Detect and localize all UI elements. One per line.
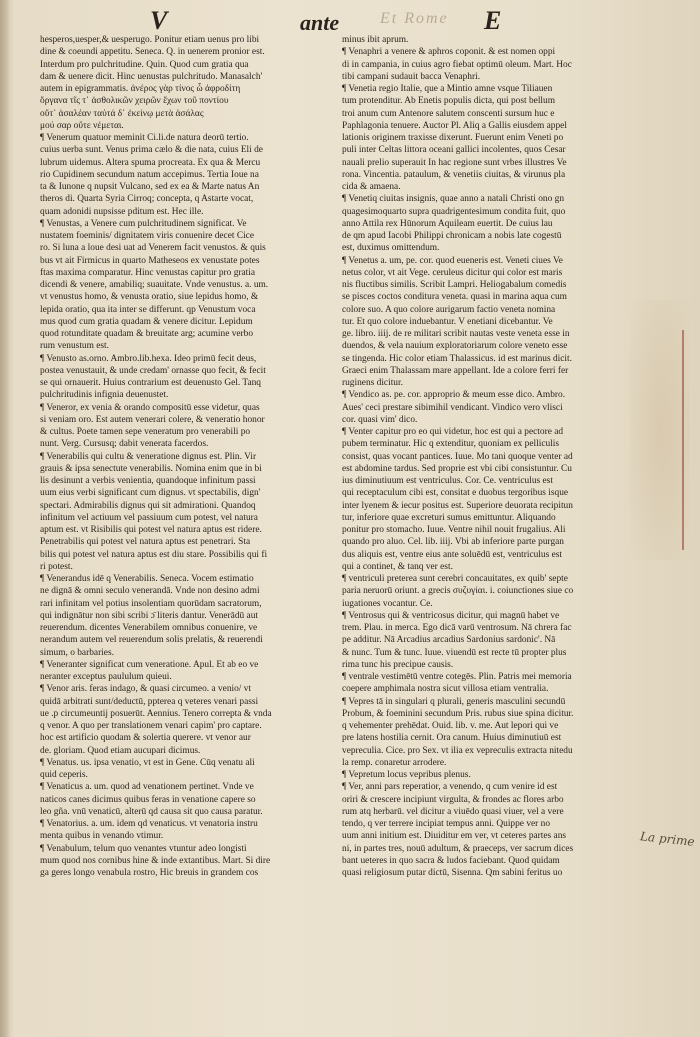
- text-line: troi anum cum Antenore salutem conscenti sursum huc e: [342, 108, 555, 119]
- text-line: ta & Iunone q nupsit Vulcano, sed ex ea & Marte natus An: [40, 182, 260, 192]
- text-line: mus quod cum gratia quadam & venere dicitur. Lepidum: [40, 316, 253, 327]
- text-line: paria neruorū oriunt. a grecis συζυγίαι. i. coiunctiones siue co: [342, 586, 574, 597]
- text-line: ponitur pro stomacho. Iuue. Ventre nihil nouit frugalius. Ali: [342, 525, 566, 535]
- text-line: Probum, & foeminini secundum Pris. rubus siue spina dicitur.: [342, 708, 574, 719]
- text-line: lepida oratio, qua ita inter se differunt. qp Venustum voca: [40, 304, 256, 315]
- text-line: q venor. A quo per translationem venari capim' pro captare.: [40, 721, 262, 731]
- text-line: rima tunc his precipue causis.: [342, 659, 454, 670]
- text-line: uum anni initium est. Diuiditur em ver, vt ceteres partes ans: [342, 831, 567, 842]
- text-line: ¶ Veneror, ex venia & orando compositū esse videtur, quas: [40, 402, 260, 413]
- margin-annotation: La prime: [639, 829, 696, 849]
- text-line: theros di. Quarta Syria Cirroq; concepta, q Astarte vocat,: [40, 194, 254, 205]
- text-line: Interdum pro pulchritudine. Quin. Quod cum gratia qua: [40, 59, 249, 70]
- text-line: iugationes vocantur. Ce.: [342, 598, 433, 609]
- text-line: ¶ Venerandus idē q Venerabilis. Seneca. Vocem estimatio: [40, 574, 254, 584]
- text-line: lis desinunt a verbis venientia, quandoque infinitum passi: [40, 476, 256, 486]
- text-line: cida & amaena.: [342, 182, 401, 192]
- header-right-letter: E: [484, 6, 502, 35]
- text-line: dus aliquis est, ventre eius ante soluēdū est, ventriculus est: [342, 549, 563, 560]
- text-line: spectari. Admirabilis dignus qui sit admirationi. Quandoq: [40, 500, 256, 511]
- text-line: q vehementer prehēdat. Ouid. lib. v. me. Aut lepori qui ve: [342, 721, 559, 731]
- text-line: ¶ Ver, anni pars reperatior, a venendo, q cum venire id est: [342, 782, 558, 793]
- text-line: nis fluctibus similis. Scribit Lampri. Heliogabalum comedis: [342, 280, 567, 290]
- text-line: puli inter Celtas littora oceani gallici incolentes, quos Cesar: [342, 145, 566, 156]
- text-line: se tingenda. Hic color etiam Thalassicus. id est marinus dicit.: [342, 353, 572, 364]
- left-text-column: [40, 34, 340, 1024]
- text-line: quando pro aluo. Cel. lib. iiij. Vbi ab inferiore parte purgan: [342, 537, 564, 548]
- text-line: ruginens dicitur.: [342, 378, 403, 388]
- text-line: ¶ Vepres tā in singulari q plurali, generis masculini secundū: [342, 696, 566, 707]
- text-line: ¶ Venatorius. a. um. idem qd venaticus. vt venatoria instru: [40, 819, 258, 829]
- text-line: ¶ Venerabilis qui cultu & veneratione dignus est. Plin. Vir: [40, 451, 257, 462]
- text-line: anno Attila rex Hūnorum Aquileam euertit. De cuius lau: [342, 218, 553, 229]
- header-center-word: ante: [300, 10, 340, 35]
- text-line: qui indignātur non sibi scribi ɔ̄ literis dantur. Venerādū aut: [40, 610, 259, 621]
- header-left-letter: V: [150, 6, 169, 35]
- text-line: rum atq herbarū. vel dicitur a viuēdo quasi viuer, vel a vere: [342, 806, 564, 817]
- text-line: nerandum autem vel reuerendum solis prelatis, & reuerendi: [40, 635, 263, 646]
- text-line: rum venustum est.: [40, 341, 110, 352]
- text-line: rari infinitam vel potius insolentiam quorūdam sacratorum,: [40, 598, 262, 609]
- text-line: de. gloriam. Quod etiam aucupari dicimus.: [40, 745, 201, 756]
- text-line: tum protenditur. Ab Enetis populis dicta, qui post bellum: [342, 96, 556, 107]
- text-line: oriri & crescere incipiunt virgulta, & frondes ac flores arbo: [342, 794, 564, 805]
- text-line: tur, inferiore quae excreturi sumus emittuntur. Aliquando: [342, 512, 556, 523]
- text-line: tur. Et quo colore induebantur. V enetiani dicebantur. Ve: [342, 316, 553, 327]
- text-line: est, duximus omittendum.: [342, 243, 440, 254]
- text-line: ¶ ventriculi preterea sunt cerebri concauitates, ex quib' septe: [342, 574, 568, 584]
- text-line: consist, quas vocant pantices. Iuue. Mo tani quoque venter ad: [342, 451, 573, 462]
- text-line: cor. quasi vim' dico.: [342, 414, 418, 425]
- text-line: hoc est artificio quodam & solertia querere. vt venor aur: [40, 733, 251, 744]
- text-line: infinitum vel actiuum vel passiuum cum potest, vel natura: [40, 512, 258, 523]
- text-line: nustatem foeminis/ dignitatem viris conuenire decet Cice: [40, 231, 254, 241]
- text-line: netus color, vt ait Vege. ceruleus dicitur qui color est maris: [342, 267, 563, 278]
- text-line: ¶ Venetiq ciuitas insignis, quae anno a natali Christi ono gn: [342, 194, 565, 205]
- text-line: qui a continet, & tanq ver est.: [342, 561, 453, 572]
- text-line: quid ceperis.: [40, 770, 88, 780]
- text-line: simum, o barbaries.: [40, 647, 114, 658]
- text-line: ius diminutiuum est ventriculus. Cor. Ce. ventriculus est: [342, 476, 553, 486]
- text-line: quagesimoquarto supra quadrigentesimum condita fuit, quo: [342, 206, 566, 217]
- text-line: si veniam oro. Est autem venerari colere, & veneratio honor: [40, 414, 265, 425]
- margin-red-mark: [682, 330, 684, 550]
- header-bleed-through: Et Rome: [380, 10, 449, 27]
- text-line: ¶ Venusto as.orno. Ambro.lib.hexa. Ideo primū fecit deus,: [40, 353, 257, 364]
- text-line: la remp. conaretur arrodere.: [342, 757, 447, 768]
- text-line: nunt. Verg. Cursusq; dabit venerata facerdos.: [40, 439, 209, 450]
- text-line: autem in epigrammatis. ἀνέρος γὰρ τίνος ὦ ἀφροδίτη: [40, 84, 241, 94]
- text-line: grauis & ipsa senectute venerabilis. Nomina enim que in bi: [40, 463, 262, 474]
- text-line: ¶ Venetus a. um, pe. cor. quod eueneris est. Veneti ciues Ve: [342, 255, 563, 266]
- text-line: qui receptaculum cibi est, consitat e duobus tergoribus isque: [342, 488, 569, 499]
- text-line: mum quod nos cornibus hine & inde extantibus. Mart. Si dire: [40, 855, 271, 866]
- text-line: leo gña. vnū venaticū, alterū qd causa sit quo causa paratur.: [40, 806, 263, 817]
- text-line: ὄργανα τῖς τ᾽ ἀσθολικῶν χειρῶν ἔχων τοῦ ποντίου: [40, 96, 229, 107]
- text-line: ge. libro. iiij. de re militari scribit nautas veste veneta esse in: [342, 329, 570, 339]
- text-line: aptum est. vt Risibilis qui potest vel natura aptus est ridere.: [40, 525, 262, 535]
- text-line: μού σαρ οὔτε νέμεται.: [40, 120, 124, 131]
- right-text-column: [342, 34, 642, 1024]
- text-line: quidā arbitrati sunt/deductū, ppterea q veteres venari passi: [40, 696, 259, 707]
- text-line: ¶ Venustas, a Venere cum pulchritudinem significat. Ve: [40, 218, 247, 229]
- text-line: inter lyenem & iecur positus est. Superiore deuorata recipitun: [342, 500, 573, 511]
- text-line: ¶ Vepretum locus vepribus plenus.: [342, 770, 471, 780]
- text-line: quam adonidi nupsisse pditum est. Hec ille.: [40, 206, 204, 217]
- text-line: vt venustus homo, & venusta oratio, siue lepidus homo, &: [40, 292, 259, 303]
- text-line: dine & coeundi appetitu. Seneca. Q. in uenerem pronior est.: [40, 47, 265, 58]
- text-line: reuerendum. dicentes Venerabilem omnibus conuenire, ve: [40, 623, 258, 633]
- page-fold-shadow: [0, 0, 10, 1037]
- text-line: ¶ ventrale vestimētū ventre cotegēs. Plin. Patris mei memoria: [342, 672, 572, 682]
- text-line: rio Cupidinem secundum natum accepimus. Tertia Ioue na: [40, 169, 259, 180]
- text-line: Paphlagonia tenuere. Auctor Pl. Aliq a Gallis eiusdem appel: [342, 120, 567, 131]
- text-line: coepere amphimala nostra sicut villosa etiam ventralia.: [342, 684, 549, 695]
- text-line: ¶ Venabulum, telum quo venantes vtuntur adeo longisti: [40, 843, 247, 854]
- text-line: bilis qui potest vel natura aptus est diu stare. Possibilis qui fi: [40, 549, 268, 560]
- running-header: [0, 6, 700, 36]
- text-line: quasi religiosum putar dictū, Sisenna. Qm sabini feritus uo: [342, 868, 563, 878]
- text-line: ¶ Venatus. us. ipsa venatio, vt est in Gene. Cūq venatu ali: [40, 757, 255, 768]
- text-line: & cultus. Poete tamen sepe veneratum pro venerabili po: [40, 427, 251, 437]
- text-line: Aues' ceci prestare sibimihil vendicant. Vindico vero vlisci: [342, 402, 563, 413]
- text-line: hesperos,uesper,& uesperugo. Ponitur etiam uenus pro libi: [40, 35, 260, 45]
- text-line: ¶ Venor aris. feras indago, & quasi circumeo. a venio/ vt: [40, 684, 252, 695]
- text-line: ¶ Venter capitur pro eo qui videtur, hoc est qui a pectore ad: [342, 427, 564, 437]
- text-line: pulchritudinis infignia deuenustet.: [40, 390, 169, 401]
- text-line: ¶ Venerum quatuor meminit Ci.li.de natura deorū tertio.: [40, 133, 249, 143]
- text-line: postea venustauit, & unde credam' ornasse quo fecit, & fecit: [40, 365, 266, 376]
- text-line: neranter exceptus paululum quieui.: [40, 672, 172, 682]
- text-line: ga geres longo venabula rostro, Hic breuis in grandem cos: [40, 868, 259, 878]
- text-line: duendos, & vela nauium exploratoriarum colore veneto esse: [342, 341, 568, 352]
- text-line: Penetrabilis qui potest vel natura aptus est penetrari. Sta: [40, 537, 251, 548]
- text-line: ue .p circumeuntij posuerūt. Aennius. Tenero correpta & vnda: [40, 708, 272, 719]
- text-line: οὔτ᾽ ἀσαλέαν ταὐτά δ᾽ ἐκείνῳ μετὰ ἀσάλας: [40, 108, 204, 119]
- text-line: ¶ Venaphri a venere & aphros coponit. & est nomen oppi: [342, 47, 556, 58]
- text-line: est abdomine tardus. Sed proprie est vbi cibi consistuntur. Cu: [342, 463, 572, 474]
- text-line: dam & uenere dicit. Hinc uenustas pulchritudo. Manasalch': [40, 71, 263, 82]
- text-line: di in campania, in cuius agro fiebat optimū oleum. Mart. Hoc: [342, 59, 572, 70]
- text-line: naticos canes dicimus quibus feras in venatione capere so: [40, 794, 256, 805]
- text-line: quod rotunditate quadam & breuitate arg; acumine verbo: [40, 329, 254, 339]
- text-line: menta quibus in venando vtimur.: [40, 831, 164, 842]
- text-line: lationis originem traxisse dixerunt. Fuerunt enim Veneti po: [342, 133, 564, 143]
- text-line: colore suo. A quo colore aurigarum factio veneta nomina: [342, 304, 556, 315]
- text-line: pubem terminatur. Hic q extenditur, quoniam ex pelliculis: [342, 439, 560, 450]
- text-line: rona. Vincentia. pataulum, & venetiis ciuitas, & virunus pla: [342, 169, 566, 180]
- text-line: bus vt ait Firmicus in quarto Matheseos ex venustate potes: [40, 255, 260, 266]
- text-line: nauali prelio superauit In hac regione sunt vrbes illustres Ve: [342, 157, 567, 168]
- text-line: lubrum uidemus. Altera spuma procreata. Ex qua & Mercu: [40, 157, 261, 168]
- text-line: minus ibit aprum.: [342, 35, 409, 45]
- text-line: bant ueteres in quo sacra & ludos faciebant. Quod quidam: [342, 855, 560, 866]
- text-line: tendo, q ver terrere incipiat tempus anni. Quippe ver no: [342, 819, 551, 829]
- text-line: cuius uerba sunt. Venus prima cælo & die nata, cuius Eli de: [40, 145, 263, 156]
- text-line: se qui ornauerit. Huius contrarium est deuenusto Gel. Tanq: [40, 378, 261, 388]
- text-line: se pisces coctos conditura veneta. quasi in marina aqua cum: [342, 292, 567, 303]
- text-line: vepreculia. Cice. pro Sex. vt ilia ex vepreculis extracta nitedu: [342, 745, 573, 756]
- text-line: tibi campani sudauit bacca Venaphri.: [342, 71, 481, 82]
- text-line: pre latens hostilia cernit. Ora canum. Huius diminutiuū est: [342, 733, 562, 744]
- text-line: ro. Si luna a loue desi uat ad Venerem facit venustos. & quis: [40, 243, 266, 254]
- text-line: trem. Plau. in merca. Ego dicā varū ventrosum. Nā chrera fac: [342, 623, 572, 633]
- text-line: ¶ Venaticus a. um. quod ad venationem pertinet. Vnde ve: [40, 782, 254, 793]
- text-line: ¶ Vendico as. pe. cor. approprio & meum esse dico. Ambro.: [342, 390, 566, 401]
- text-line: Graeci enim Thalassam mare appellant. Ide a colore ferri fer: [342, 365, 569, 376]
- text-line: ne dignā & omni seculo venerandā. Vnde non desino admi: [40, 586, 260, 597]
- text-line: ¶ Veneranter significat cum veneratione. Apul. Et ab eo ve: [40, 659, 259, 670]
- text-line: ri potest.: [40, 561, 73, 572]
- text-line: ¶ Venetia regio Italie, que a Mintio amne vsque Tiliauen: [342, 84, 553, 94]
- text-line: ftas maxima comparatur. Hinc venustas capitur pro gratia: [40, 267, 256, 278]
- text-line: ni, in partes tres, nouū adultum, & praeceps, ver sacrum dices: [342, 843, 574, 854]
- text-line: pe additur. Nā Arcadius arcadius Sardonius sardonic'. Nā: [342, 635, 556, 646]
- text-line: dicendi & venere, amabiliq; suauitate. Vnde venustus. a. um.: [40, 280, 269, 290]
- text-line: & nunc. Tum & tunc. Iuue. viuendū est recte tū propter plus: [342, 647, 567, 658]
- text-line: de qm apud Iacobi Philippi chronicam a nobis late cogestū: [342, 231, 562, 241]
- text-line: ¶ Ventrosus qui & ventricosus dicitur, qui magnū habet ve: [342, 610, 560, 621]
- text-line: uum eius verbi significant cum dignus. vt spectabilis, dign': [40, 488, 261, 499]
